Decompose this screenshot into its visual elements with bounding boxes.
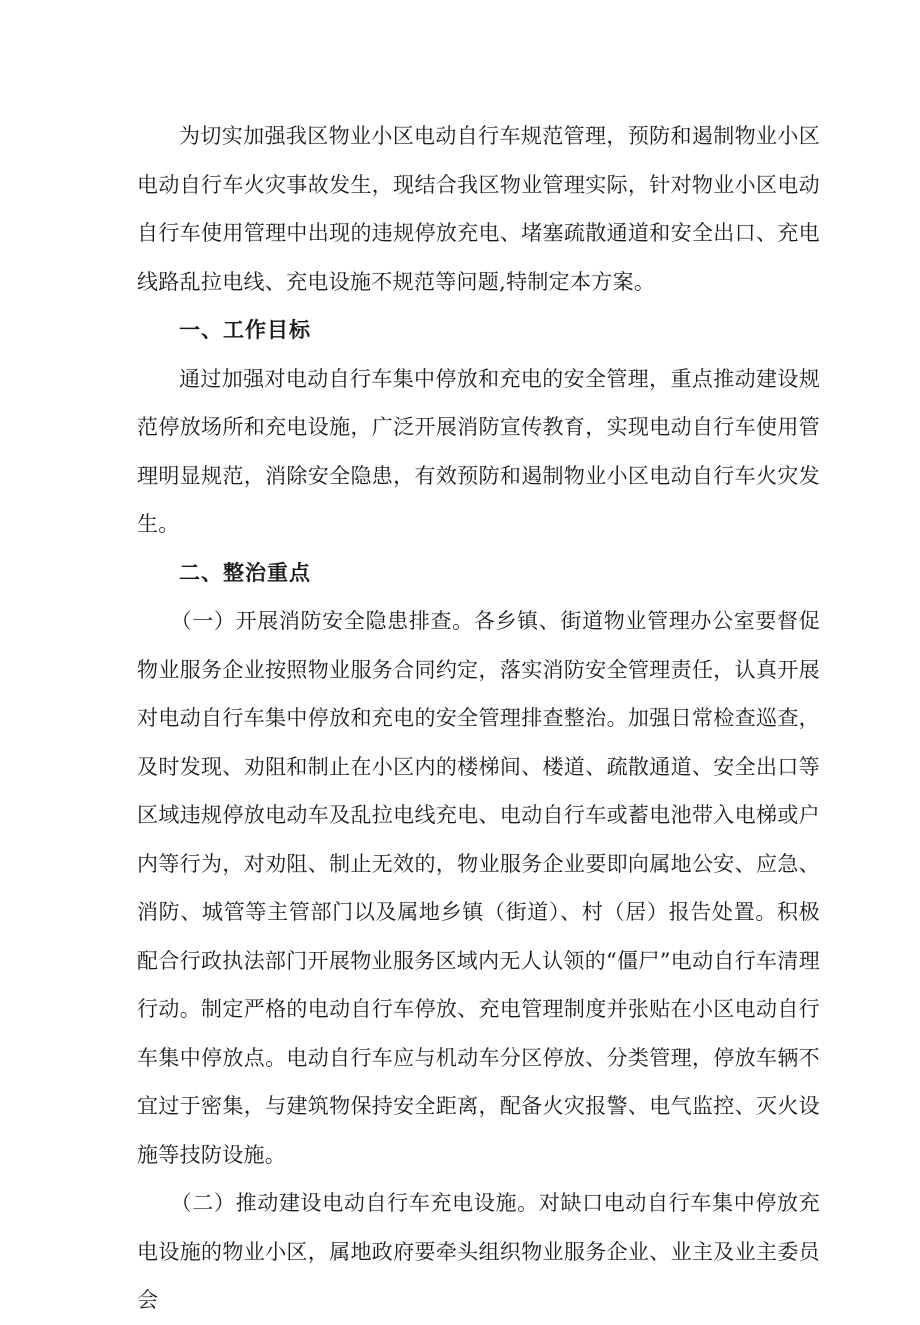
section-heading-goals: 一、工作目标 xyxy=(179,318,311,342)
focus-item-2-paragraph: （二）推动建设电动自行车充电设施。对缺口电动自行车集中停放充电设施的物业小区，属地政府要牵头组织物业服务企业、业主及业主委员会 xyxy=(137,1191,820,1312)
goals-paragraph: 通过加强对电动自行车集中停放和充电的安全管理，重点推动建设规范停放场所和充电设施，广泛开展消防宣传教育，实现电动自行车使用管理明显规范，消除安全隐患，有效预防和遏制物业小区电动自行车火灾发生。 xyxy=(137,366,820,536)
intro-paragraph: 为切实加强我区物业小区电动自行车规范管理，预防和遏制物业小区电动自行车火灾事故发生，现结合我区物业管理实际，针对物业小区电动自行车使用管理中出现的违规停放充电、堵塞疏散通道和安全出口、充电线路乱拉电线、充电设施不规范等问题,特制定本方案。 xyxy=(137,124,820,294)
section-heading-focus: 二、整治重点 xyxy=(179,560,311,585)
focus-item-1-paragraph: （一）开展消防安全隐患排查。各乡镇、街道物业管理办公室要督促物业服务企业按照物业服务合同约定，落实消防安全管理责任，认真开展对电动自行车集中停放和充电的安全管理排查整治。加强日常检查巡查，及时发现、劝阻和制止在小区内的楼梯间、楼道、疏散通道、安全出口等区域违规停放电动车及乱拉电线充电、电动自行车或蓄电池带入电梯或户内等行为，对劝阻、制止无效的，物业服务企业要即向属地公安、应急、消防、城管等主管部门以及属地乡镇（街道）、村（居）报告处置。积极配合行政执法部门开展物业服务区域内无人认领的“僵尸”电动自行车清理行动。制定严格的电动自行车停放、充电管理制度并张贴在小区电动自行车集中停放点。电动自行车应与机动车分区停放、分类管理，停放车辆不宜过于密集，与建筑物保持安全距离，配备火灾报警、电气监控、灭火设施等技防设施。 xyxy=(137,609,820,1167)
